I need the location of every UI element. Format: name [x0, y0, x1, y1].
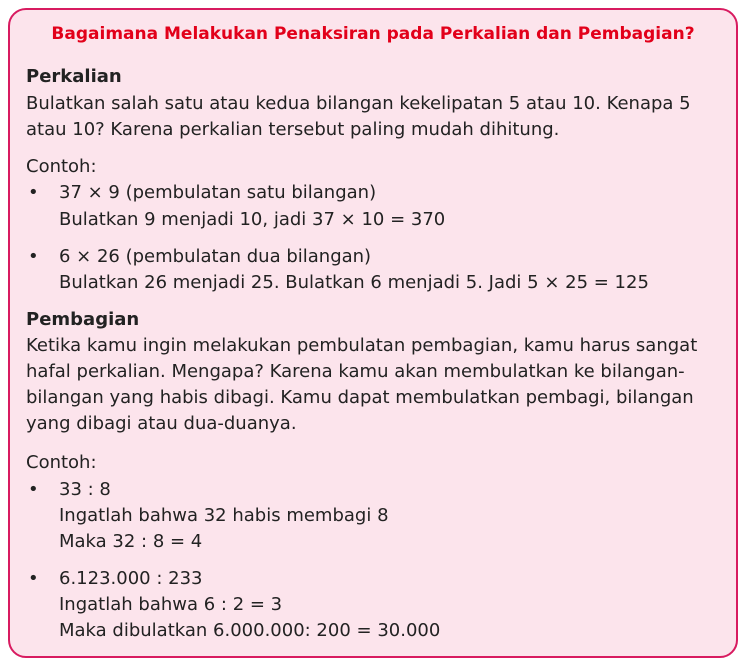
pembagian-example-2-line-1: 6.123.000 : 233	[59, 568, 203, 589]
perkalian-desc-line-2: atau 10? Karena perkalian tersebut paling mudah dihitung.	[26, 119, 560, 140]
perkalian-example-1-line-1: 37 × 9 (pembulatan satu bilangan)	[59, 182, 377, 203]
pembagian-desc-line-2: hafal perkalian. Mengapa? Karena kamu akan membulatkan ke bilangan-	[26, 361, 685, 382]
perkalian-contoh-label: Contoh:	[26, 156, 97, 177]
pembagian-contoh-label: Contoh:	[26, 452, 97, 473]
heading-perkalian: Perkalian	[26, 66, 122, 87]
pembagian-example-1-line-1: 33 : 8	[59, 479, 111, 500]
box-title: Bagaimana Melakukan Penaksiran pada Perkalian dan Pembagian?	[51, 24, 695, 44]
bullet-icon: •	[28, 568, 39, 589]
perkalian-example-2-line-2: Bulatkan 26 menjadi 25. Bulatkan 6 menjadi 5. Jadi 5 × 25 = 125	[59, 272, 649, 293]
perkalian-example-2-line-1: 6 × 26 (pembulatan dua bilangan)	[59, 246, 372, 267]
pembagian-desc-line-1: Ketika kamu ingin melakukan pembulatan pembagian, kamu harus sangat	[26, 335, 698, 356]
bullet-icon: •	[28, 479, 39, 500]
perkalian-example-1-line-2: Bulatkan 9 menjadi 10, jadi 37 × 10 = 370	[59, 209, 446, 230]
heading-pembagian: Pembagian	[26, 309, 140, 330]
pembagian-desc-line-3: bilangan yang habis dibagi. Kamu dapat membulatkan pembagi, bilangan	[26, 387, 694, 408]
pembagian-example-2-line-3: Maka dibulatkan 6.000.000: 200 = 30.000	[59, 620, 441, 641]
perkalian-desc-line-1: Bulatkan salah satu atau kedua bilangan kekelipatan 5 atau 10. Kenapa 5	[26, 93, 691, 114]
pembagian-desc-line-4: yang dibagi atau dua-duanya.	[26, 413, 297, 434]
pembagian-example-2-line-2: Ingatlah bahwa 6 : 2 = 3	[59, 594, 283, 615]
bullet-icon: •	[28, 182, 39, 203]
bullet-icon: •	[28, 246, 39, 267]
pembagian-example-1-line-3: Maka 32 : 8 = 4	[59, 531, 203, 552]
pembagian-example-1-line-2: Ingatlah bahwa 32 habis membagi 8	[59, 505, 389, 526]
